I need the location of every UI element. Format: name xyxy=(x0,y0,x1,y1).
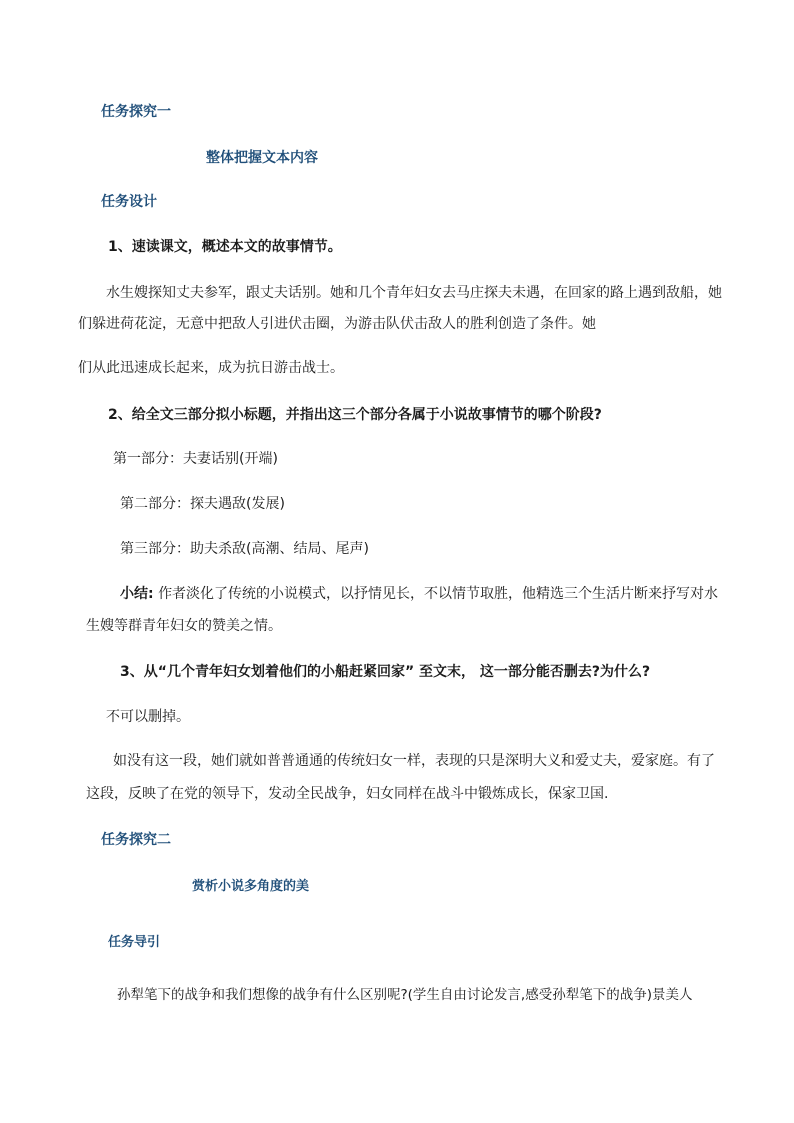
summary-text: 作者淡化了传统的小说模式，以抒情见长，不以情节取胜，他精选三个生活片断来抒写对水 xyxy=(158,586,719,602)
section1-heading: 任务探究一 xyxy=(101,104,171,120)
section2-heading: 任务探究二 xyxy=(101,832,171,848)
question-2: 2、给全文三部分拟小标题，并指出这三个部分各属于小说故事情节的哪个阶段? xyxy=(108,407,602,423)
question-1: 1、速读课文，概述本文的故事情节。 xyxy=(108,239,342,255)
section2-guide-text: 孙犁笔下的战争和我们想像的战争有什么区别呢?(学生自由讨论发言,感受孙犁笔下的战争)景美人 xyxy=(117,987,693,1003)
summary-label: 小结: xyxy=(120,586,154,602)
question-3: 3、从“几个青年妇女划着他们的小船赶紧回家” 至文末， 这一部分能否删去?为什么? xyxy=(120,664,651,680)
q2-summary-line-2: 生嫂等群青年妇女的赞美之情。 xyxy=(86,618,282,634)
q2-part-1: 第一部分：夫妻话别(开端) xyxy=(113,451,278,467)
q1-answer-line-1: 水生嫂探知丈夫参军，跟丈夫话别。她和几个青年妇女去马庄探夫未遇，在回家的路上遇到敌船，她 xyxy=(106,285,722,301)
q3-answer-line-2: 这段，反映了在党的领导下，发动全民战争，妇女同样在战斗中锻炼成长，保家卫国. xyxy=(86,786,609,802)
q2-part-2: 第二部分：探夫遇敌(发展) xyxy=(120,496,285,512)
section1-title: 整体把握文本内容 xyxy=(206,150,318,166)
section2-title: 赏析小说多角度的美 xyxy=(192,879,310,894)
section1-design-label: 任务设计 xyxy=(101,194,157,210)
q2-part-3: 第三部分：助夫杀敌(高潮、结局、尾声) xyxy=(120,541,369,557)
q3-answer-line-1: 如没有这一段，她们就如普普通通的传统妇女一样，表现的只是深明大义和爱丈夫，爱家庭。有了 xyxy=(113,753,715,769)
q1-answer-line-3: 们从此迅速成长起来，成为抗日游击战士。 xyxy=(78,360,344,376)
q2-summary-line-1 xyxy=(120,584,718,604)
q3-answer-short: 不可以删掉。 xyxy=(106,709,190,725)
q1-answer-line-2: 们躲进荷花淀，无意中把敌人引进伏击圈，为游击队伏击敌人的胜利创造了条件。她 xyxy=(78,316,596,332)
section2-guide-label: 任务导引 xyxy=(108,935,161,950)
